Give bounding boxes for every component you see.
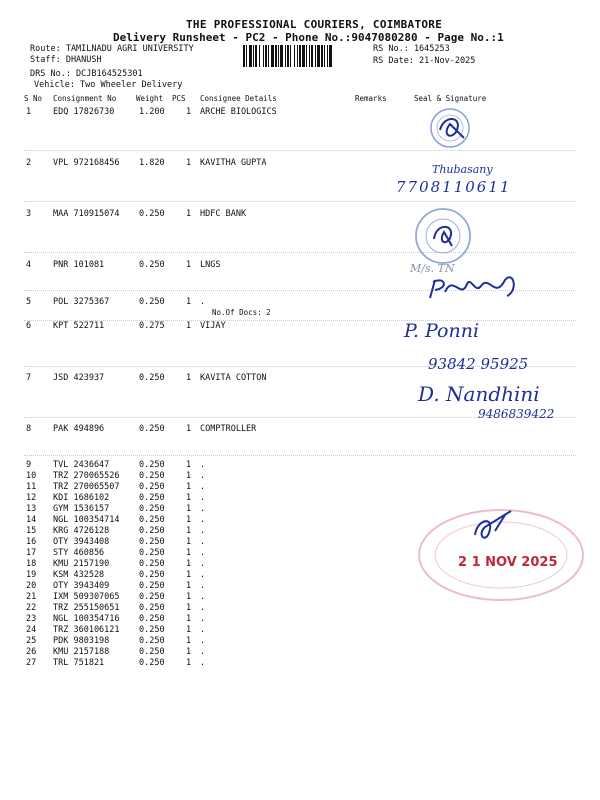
row-sno: 10	[26, 471, 37, 481]
consignment-number: KMU 2157188	[53, 647, 110, 657]
row-sno: 6	[26, 321, 32, 331]
rs-date: RS Date: 21-Nov-2025	[373, 56, 476, 66]
barcode-bar	[259, 45, 260, 67]
row-weight: 0.250	[139, 515, 165, 525]
row-pcs: 1	[186, 581, 192, 591]
row-pcs: 1	[186, 373, 192, 383]
barcode-bar	[306, 45, 307, 67]
stamp-date-text: 2 1 NOV 2025	[458, 555, 558, 570]
stamp-row4-mark: M/s. TN	[410, 262, 455, 275]
consignee-name: VIJAY	[200, 321, 226, 331]
col-consignment: Consignment No	[53, 94, 117, 103]
row-weight: 0.250	[139, 581, 165, 591]
barcode-bar	[294, 45, 295, 67]
consignee-name: .	[200, 526, 206, 536]
row-pcs: 1	[186, 493, 192, 503]
barcode-bar	[271, 45, 274, 67]
row-sno: 12	[26, 493, 37, 503]
row-weight: 0.250	[139, 592, 165, 602]
row-sno: 9	[26, 460, 32, 470]
consignment-number: KMU 2157190	[53, 559, 110, 569]
barcode-bar	[311, 45, 313, 67]
row-weight: 1.820	[139, 158, 165, 168]
vehicle-label: Vehicle: Two Wheeler Delivery	[34, 80, 183, 90]
col-weight: Weight	[136, 94, 164, 103]
signature-row7-name: D. Nandhini	[418, 382, 540, 406]
row-sno: 8	[26, 424, 32, 434]
row-pcs: 1	[186, 548, 192, 558]
consignment-number: OTY 3943408	[53, 537, 110, 547]
barcode-bar	[255, 45, 257, 67]
consignee-name: LNGS	[200, 260, 221, 270]
consignment-number: TRL 751821	[53, 658, 105, 668]
barcode-bar	[280, 45, 283, 67]
signature-row2-phone: 7708110611	[396, 178, 512, 196]
consignment-number: PDK 9803198	[53, 636, 110, 646]
row-sno: 4	[26, 260, 32, 270]
row-weight: 0.275	[139, 321, 165, 331]
row-weight: 0.250	[139, 647, 165, 657]
row-separator	[24, 252, 576, 253]
row-sno: 18	[26, 559, 37, 569]
row-sno: 15	[26, 526, 37, 536]
row-weight: 0.250	[139, 209, 165, 219]
row-weight: 0.250	[139, 636, 165, 646]
barcode-bar	[321, 45, 323, 67]
consignee-name: .	[200, 515, 206, 525]
barcode-bar	[297, 45, 298, 67]
col-remarks: Remarks	[355, 94, 387, 103]
col-sno: S No	[24, 94, 43, 103]
consignment-number: OTY 3943409	[53, 581, 110, 591]
row-sno: 3	[26, 209, 32, 219]
consignee-name: .	[200, 493, 206, 503]
consignment-number: IXM 509307065	[53, 592, 120, 602]
row-weight: 0.250	[139, 570, 165, 580]
consignee-name: HDFC BANK	[200, 209, 247, 219]
docs-note: No.Of Docs: 2	[212, 308, 271, 317]
consignee-name: .	[200, 482, 206, 492]
row-sno: 1	[26, 107, 32, 117]
row-separator	[24, 150, 576, 151]
barcode-bar	[287, 45, 289, 67]
consignment-number: MAA 710915074	[53, 209, 120, 219]
barcode-bar	[246, 45, 247, 67]
row-sno: 11	[26, 482, 37, 492]
staff-label: Staff: DHANUSH	[30, 55, 102, 65]
signature-row6-phone: 93842 95925	[428, 355, 529, 373]
barcode-bar	[285, 45, 286, 67]
consignee-name: .	[200, 581, 206, 591]
consignee-name: .	[200, 570, 206, 580]
row-weight: 0.250	[139, 625, 165, 635]
consignee-name: .	[200, 504, 206, 514]
consignee-name: .	[200, 537, 206, 547]
consignment-number: TRZ 255150651	[53, 603, 120, 613]
runsheet-subtitle: Delivery Runsheet - PC2 - Phone No.:9047080280 - Page No.:1	[113, 31, 504, 44]
consignee-name: .	[200, 460, 206, 470]
consignee-name: ARCHE BIOLOGICS	[200, 107, 277, 117]
consignment-number: TRZ 360106121	[53, 625, 120, 635]
row-pcs: 1	[186, 515, 192, 525]
route-label: Route: TAMILNADU AGRI UNIVERSITY	[30, 44, 194, 54]
barcode-bar	[253, 45, 254, 67]
row-pcs: 1	[186, 321, 192, 331]
row-weight: 0.250	[139, 658, 165, 668]
row-weight: 0.250	[139, 260, 165, 270]
row-sno: 5	[26, 297, 32, 307]
row-weight: 0.250	[139, 373, 165, 383]
row-pcs: 1	[186, 636, 192, 646]
consignee-name: .	[200, 658, 206, 668]
row-pcs: 1	[186, 158, 192, 168]
row-sno: 2	[26, 158, 32, 168]
row-weight: 0.250	[139, 460, 165, 470]
consignment-number: TVL 2436647	[53, 460, 110, 470]
signature-row7-phone: 9486839422	[478, 407, 555, 421]
row-weight: 1.200	[139, 107, 165, 117]
row-separator	[24, 201, 576, 202]
consignment-number: TRZ 270065507	[53, 482, 120, 492]
consignment-number: NGL 100354716	[53, 614, 120, 624]
row-sno: 27	[26, 658, 37, 668]
row-pcs: 1	[186, 297, 192, 307]
row-pcs: 1	[186, 526, 192, 536]
consignee-name: KAVITHA GUPTA	[200, 158, 267, 168]
row-pcs: 1	[186, 424, 192, 434]
row-sno: 24	[26, 625, 37, 635]
row-pcs: 1	[186, 460, 192, 470]
row-separator	[24, 320, 576, 321]
row-sno: 26	[26, 647, 37, 657]
row-pcs: 1	[186, 260, 192, 270]
row-pcs: 1	[186, 570, 192, 580]
row-weight: 0.250	[139, 614, 165, 624]
consignment-number: PNR 101081	[53, 260, 105, 270]
company-title: THE PROFESSIONAL COURIERS, COIMBATORE	[186, 18, 443, 31]
stamp-row3	[412, 206, 474, 266]
barcode-bar	[249, 45, 252, 67]
row-weight: 0.250	[139, 482, 165, 492]
row-weight: 0.250	[139, 537, 165, 547]
row-pcs: 1	[186, 537, 192, 547]
consignment-number: JSD 423937	[53, 373, 105, 383]
consignment-number: GYM 1536157	[53, 504, 110, 514]
row-weight: 0.250	[139, 603, 165, 613]
row-pcs: 1	[186, 504, 192, 514]
row-sno: 17	[26, 548, 37, 558]
row-sno: 16	[26, 537, 37, 547]
barcode-bar	[290, 45, 291, 67]
consignee-name: .	[200, 297, 206, 307]
consignment-number: STY 460856	[53, 548, 105, 558]
consignment-number: NGL 100354714	[53, 515, 120, 525]
row-pcs: 1	[186, 614, 192, 624]
row-pcs: 1	[186, 482, 192, 492]
drs-label: DRS No.: DCJB164525301	[30, 69, 143, 79]
consignment-number: PAK 494896	[53, 424, 105, 434]
col-seal-signature: Seal & Signature	[414, 94, 487, 103]
row-pcs: 1	[186, 592, 192, 602]
row-pcs: 1	[186, 559, 192, 569]
consignee-name: KAVITA COTTON	[200, 373, 267, 383]
row-pcs: 1	[186, 209, 192, 219]
barcode-bar	[275, 45, 277, 67]
row-sno: 7	[26, 373, 32, 383]
row-weight: 0.250	[139, 504, 165, 514]
barcode-bar	[263, 45, 264, 67]
consignment-number: KSM 432528	[53, 570, 105, 580]
consignee-name: .	[200, 603, 206, 613]
signature-row2-name: Thubasany	[432, 163, 493, 176]
barcode-bar	[278, 45, 279, 67]
barcode-bar	[243, 45, 245, 67]
barcode-bar	[268, 45, 269, 67]
barcode	[243, 45, 368, 67]
barcode-bar	[315, 45, 316, 67]
row-sno: 25	[26, 636, 37, 646]
col-consignee: Consignee Details	[200, 94, 277, 103]
barcode-bar	[324, 45, 325, 67]
consignee-name: .	[200, 471, 206, 481]
row-sno: 20	[26, 581, 37, 591]
consignment-number: TRZ 270065526	[53, 471, 120, 481]
consignee-name: .	[200, 636, 206, 646]
row-sno: 21	[26, 592, 37, 602]
stamp-row1	[420, 104, 480, 154]
barcode-bar	[265, 45, 267, 67]
consignee-name: .	[200, 625, 206, 635]
row-weight: 0.250	[139, 559, 165, 569]
row-weight: 0.250	[139, 526, 165, 536]
consignment-number: EDQ 17826730	[53, 107, 115, 117]
row-pcs: 1	[186, 647, 192, 657]
barcode-bar	[329, 45, 332, 67]
row-weight: 0.250	[139, 548, 165, 558]
consignment-number: POL 3275367	[53, 297, 110, 307]
row-separator	[24, 455, 576, 456]
row-sno: 19	[26, 570, 37, 580]
row-pcs: 1	[186, 107, 192, 117]
row-sno: 14	[26, 515, 37, 525]
consignment-number: KRG 4726128	[53, 526, 110, 536]
consignee-name: .	[200, 647, 206, 657]
consignment-number: VPL 972168456	[53, 158, 120, 168]
row-sno: 23	[26, 614, 37, 624]
barcode-bar	[317, 45, 320, 67]
row-weight: 0.250	[139, 424, 165, 434]
row-sno: 13	[26, 504, 37, 514]
consignee-name: .	[200, 592, 206, 602]
row-weight: 0.250	[139, 471, 165, 481]
signature-row6-name: P. Ponni	[404, 320, 480, 342]
signature-row5	[395, 270, 530, 315]
barcode-bar	[302, 45, 305, 67]
barcode-bar	[309, 45, 310, 67]
consignee-name: .	[200, 548, 206, 558]
row-weight: 0.250	[139, 297, 165, 307]
row-sno: 22	[26, 603, 37, 613]
consignee-name: COMPTROLLER	[200, 424, 257, 434]
barcode-bar	[299, 45, 301, 67]
consignment-number: KDI 1686102	[53, 493, 110, 503]
row-pcs: 1	[186, 471, 192, 481]
row-pcs: 1	[186, 603, 192, 613]
row-weight: 0.250	[139, 493, 165, 503]
row-pcs: 1	[186, 658, 192, 668]
consignment-number: KPT 522711	[53, 321, 105, 331]
row-pcs: 1	[186, 625, 192, 635]
consignee-name: .	[200, 559, 206, 569]
rs-number: RS No.: 1645253	[373, 44, 450, 54]
barcode-bar	[327, 45, 328, 67]
col-pcs: PCS	[172, 94, 186, 103]
consignee-name: .	[200, 614, 206, 624]
